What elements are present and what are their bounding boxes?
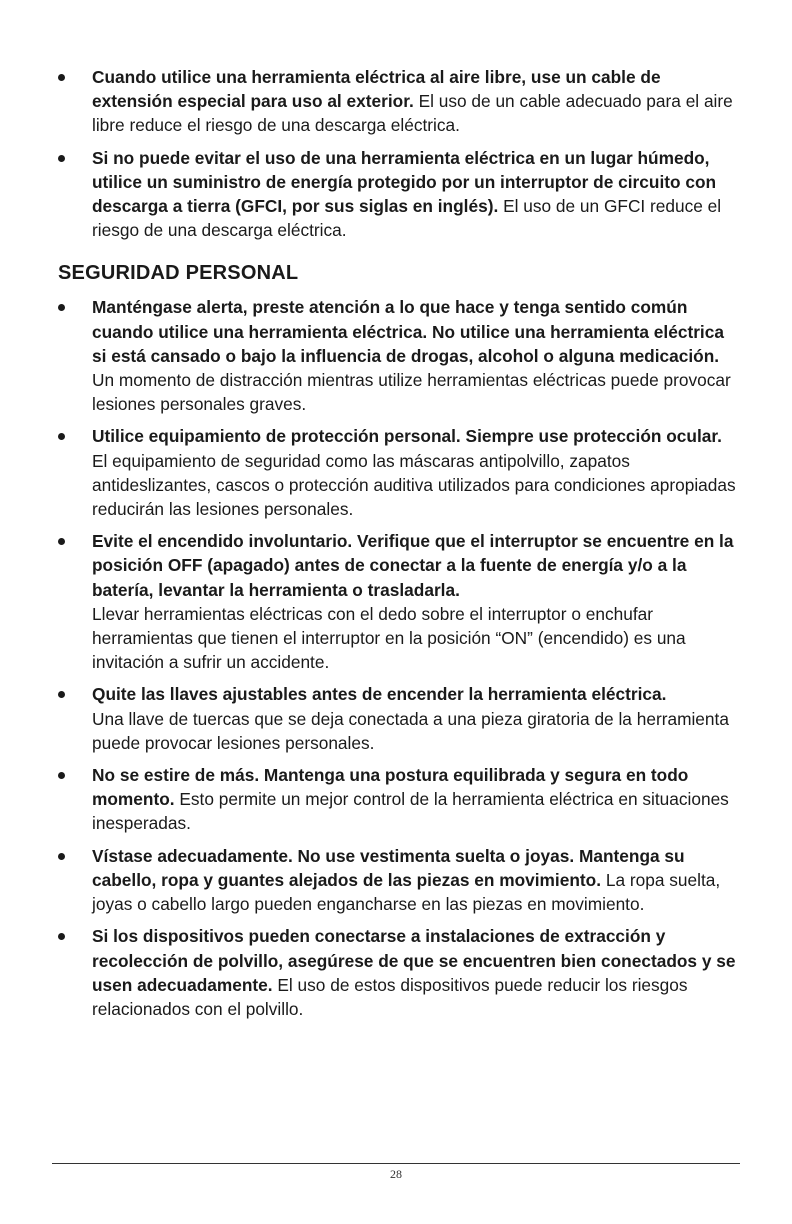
personal-safety-list [58,295,738,1021]
item-lead: Si no puede evitar el uso de una herramienta eléctrica en un lugar húmedo, utilice un suministro de energía protegido por un interruptor de circuito con descarga a tierra (GFCI, por sus siglas en inglés). [92,147,717,217]
bullet-icon [58,74,65,81]
item-text: Una llave de tuercas que se deja conectada a una pieza giratoria de la herramienta puede provocar lesiones personales. [92,708,729,753]
list-item [58,295,738,416]
list-item [58,844,738,917]
list-item [58,146,738,243]
bullet-icon [58,933,65,940]
item-text: Esto permite un mejor control de la herramienta eléctrica en situaciones inesperadas. [92,789,729,834]
section-heading: SEGURIDAD PERSONAL [58,262,299,285]
item-lead: Quite las llaves ajustables antes de encender la herramienta eléctrica. [92,684,667,705]
bullet-icon [58,155,65,162]
bullet-icon [58,433,65,440]
list-item [58,924,738,1021]
bullet-icon [58,772,65,779]
bullet-icon [58,538,65,545]
bullet-icon [58,853,65,860]
item-lead: Manténgase alerta, preste atención a lo que hace y tenga sentido común cuando utilice una herramienta eléctrica. No utilice una herramienta eléctrica si está cansado o bajo la influencia de drogas, alcohol o alguna medicación. [92,297,724,366]
item-lead: Utilice equipamiento de protección personal. Siempre use protección ocular. [92,426,722,447]
item-text: Llevar herramientas eléctricas con el dedo sobre el interruptor o enchufar herramientas que tienen el interruptor en la posición “ON” (encendido) es una invitación a sufrir un accidente. [92,603,686,673]
item-text: El uso de un cable adecuado para el aire libre reduce el riesgo de una descarga eléctrica. [92,91,733,136]
page-content [58,65,738,1029]
bullet-icon [58,304,65,311]
list-item [58,763,738,836]
item-text: La ropa suelta, joyas o cabello largo pueden engancharse en las piezas en movimiento. [92,869,721,915]
list-item [58,424,738,521]
footer-divider [52,1163,740,1164]
bullet-icon [58,691,65,698]
list-item [58,529,738,674]
item-lead: No se estire de más. Mantenga una postura equilibrada y segura en todo momento. [92,765,689,810]
item-lead: Vístase adecuadamente. No use vestimenta suelta o joyas. Mantenga su cabello, ropa y guantes alejados de las piezas en movimiento. [92,845,685,890]
item-lead: Evite el encendido involuntario. Verifique que el interruptor se encuentre en la posición OFF (apagado) antes de conectar a la fuente de energía y/o a la batería, levantar la herramienta o trasladarla. [92,531,734,600]
item-text: El equipamiento de seguridad como las máscaras antipolvillo, zapatos antideslizantes, cascos o protección auditiva utilizados para condiciones apropiadas reducirán las lesiones personales. [92,450,736,520]
item-lead: Cuando utilice una herramienta eléctrica al aire libre, use un cable de extensión especial para uso al exterior. [92,67,661,112]
item-lead: Si los dispositivos pueden conectarse a instalaciones de extracción y recolección de polvillo, asegúrese de que se encuentren bien conectados y se usen adecuadamente. [92,926,736,995]
electrical-safety-list [58,65,738,242]
item-text: El uso de estos dispositivos puede reducir los riesgos relacionados con el polvillo. [92,974,688,1019]
list-item [58,65,738,138]
list-item [58,682,738,755]
item-text: El uso de un GFCI reduce el riesgo de una descarga eléctrica. [92,196,722,241]
page-number: 28 [390,1167,402,1181]
item-text: Un momento de distracción mientras utilize herramientas eléctricas puede provocar lesiones personales graves. [92,370,731,415]
